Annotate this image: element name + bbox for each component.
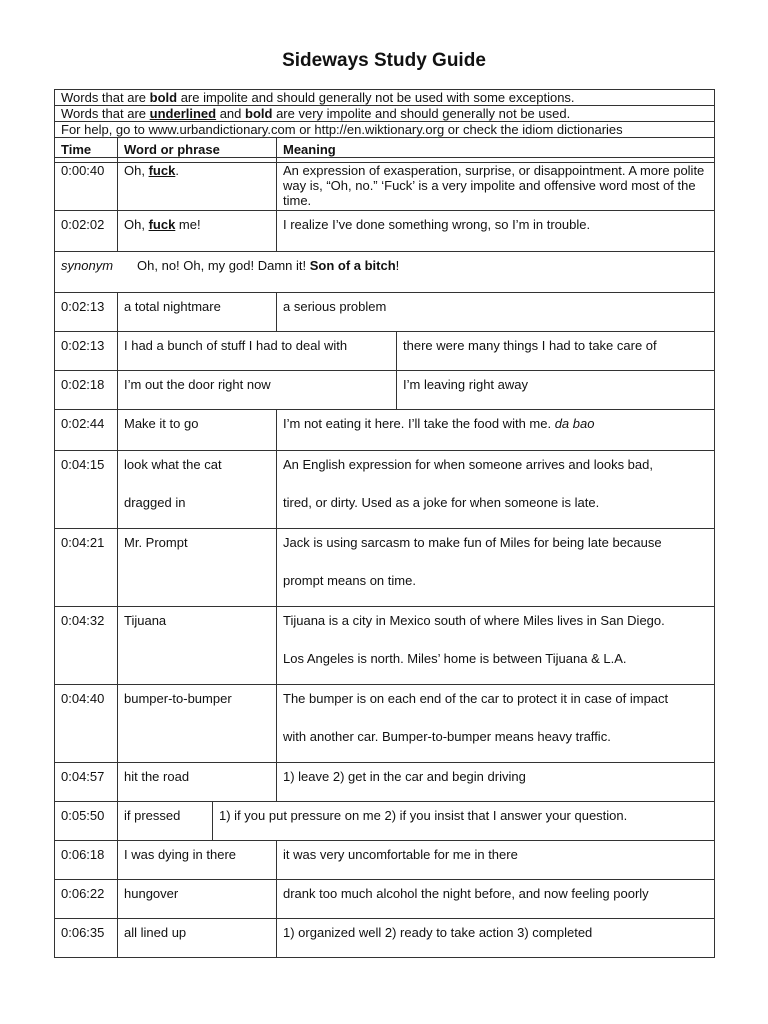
table-row (55, 685, 715, 763)
header-time: Time (55, 138, 118, 158)
phrase-cell: bumper-to-bumper (118, 685, 277, 763)
table-row (55, 919, 715, 958)
meaning-cell: The bumper is on each end of the car to protect it in case of impact with another car. Bumper-to-bumper means heavy traffic. (277, 685, 715, 763)
table-row (55, 880, 715, 919)
table-row (55, 293, 715, 332)
synonym-row: synonym Oh, no! Oh, my god! Damn it! Son of a bitch! (55, 252, 715, 293)
phrase-cell: look what the cat dragged in (118, 451, 277, 529)
phrase-cell: all lined up (118, 919, 277, 958)
table-row (55, 607, 715, 685)
table-row (55, 763, 715, 802)
info-text: Words that are (61, 106, 150, 121)
meaning-cell: there were many things I had to take care of (397, 332, 715, 371)
phrase-cell: if pressed (118, 802, 213, 841)
meaning-cell: I’m leaving right away (397, 371, 715, 410)
phrase-cell: I’m out the door right now (118, 371, 397, 410)
info-underlined: underlined (149, 106, 217, 121)
info-text: are very impolite and should generally not be used. (272, 106, 571, 121)
time-cell: 0:04:57 (55, 763, 118, 802)
meaning-cell: I realize I’ve done something wrong, so I’m in trouble. (277, 211, 715, 252)
phrase-cell: a total nightmare (118, 293, 277, 332)
table-row (55, 211, 715, 252)
info-row-2 (55, 106, 715, 122)
meaning-cell: An expression of exasperation, surprise, or disappointment. A more polite way is, “Oh, no.” ‘Fuck’ is a very impolite and offensive word most of the time. (277, 163, 715, 211)
time-cell: 0:04:40 (55, 685, 118, 763)
header-phrase: Word or phrase (118, 138, 277, 158)
meaning-cell: Tijuana is a city in Mexico south of where Miles lives in San Diego. Los Angeles is north. Miles’ home is between Tijuana & L.A. (277, 607, 715, 685)
time-cell: 0:02:13 (55, 293, 118, 332)
table-row (55, 802, 715, 841)
phrase-cell: Make it to go (118, 410, 277, 451)
phrase-cell: hungover (118, 880, 277, 919)
time-cell: 0:05:50 (55, 802, 118, 841)
synonym-text: Oh, no! Oh, my god! Damn it! (137, 258, 310, 273)
info-text: are impolite and should generally not be used with some exceptions. (177, 90, 575, 105)
study-guide-table (54, 89, 715, 958)
time-cell: 0:04:21 (55, 529, 118, 607)
meaning-cell: Jack is using sarcasm to make fun of Miles for being late because prompt means on time. (277, 529, 715, 607)
table-row (55, 451, 715, 529)
table-row (55, 529, 715, 607)
meaning-cell: 1) if you put pressure on me 2) if you insist that I answer your question. (213, 802, 715, 841)
phrase-cell: hit the road (118, 763, 277, 802)
meaning-cell: 1) leave 2) get in the car and begin driving (277, 763, 715, 802)
table-row (55, 332, 715, 371)
table-row (55, 371, 715, 410)
phrase-cell: I had a bunch of stuff I had to deal with (118, 332, 397, 371)
info-text: Words that are (61, 90, 150, 105)
time-cell: 0:06:35 (55, 919, 118, 958)
info-row-1 (55, 90, 715, 106)
table-row (55, 163, 715, 211)
phrase-cell: I was dying in there (118, 841, 277, 880)
time-cell: 0:06:22 (55, 880, 118, 919)
meaning-cell: 1) organized well 2) ready to take action 3) completed (277, 919, 715, 958)
phrase-cell: Oh, fuck. (118, 163, 277, 211)
table-row (55, 410, 715, 451)
time-cell: 0:06:18 (55, 841, 118, 880)
time-cell: 0:00:40 (55, 163, 118, 211)
synonym-label: synonym (61, 258, 114, 273)
meaning-cell: a serious problem (277, 293, 715, 332)
info-text: and (216, 106, 246, 121)
phrase-cell: Mr. Prompt (118, 529, 277, 607)
meaning-cell: it was very uncomfortable for me in there (277, 841, 715, 880)
time-cell: 0:02:02 (55, 211, 118, 252)
time-cell: 0:04:15 (55, 451, 118, 529)
table-row (55, 841, 715, 880)
time-cell: 0:02:13 (55, 332, 118, 371)
page-title: Sideways Study Guide (282, 50, 486, 71)
meaning-cell: drank too much alcohol the night before, and now feeling poorly (277, 880, 715, 919)
header-row (55, 138, 715, 158)
info-bold: bold (149, 90, 178, 105)
meaning-cell: I’m not eating it here. I’ll take the food with me. da bao (277, 410, 715, 451)
time-cell: 0:02:44 (55, 410, 118, 451)
meaning-cell: An English expression for when someone arrives and looks bad, tired, or dirty. Used as a joke for when someone is late. (277, 451, 715, 529)
time-cell: 0:02:18 (55, 371, 118, 410)
header-meaning: Meaning (277, 138, 715, 158)
synonym-bold: Son of a bitch (309, 258, 396, 273)
phrase-cell: Oh, fuck me! (118, 211, 277, 252)
phrase-cell: Tijuana (118, 607, 277, 685)
info-row-3 (55, 122, 715, 138)
help-text: For help, go to www.urbandictionary.com or http://en.wiktionary.org or check the idiom dictionaries (55, 122, 715, 138)
time-cell: 0:04:32 (55, 607, 118, 685)
info-bold: bold (245, 106, 273, 121)
